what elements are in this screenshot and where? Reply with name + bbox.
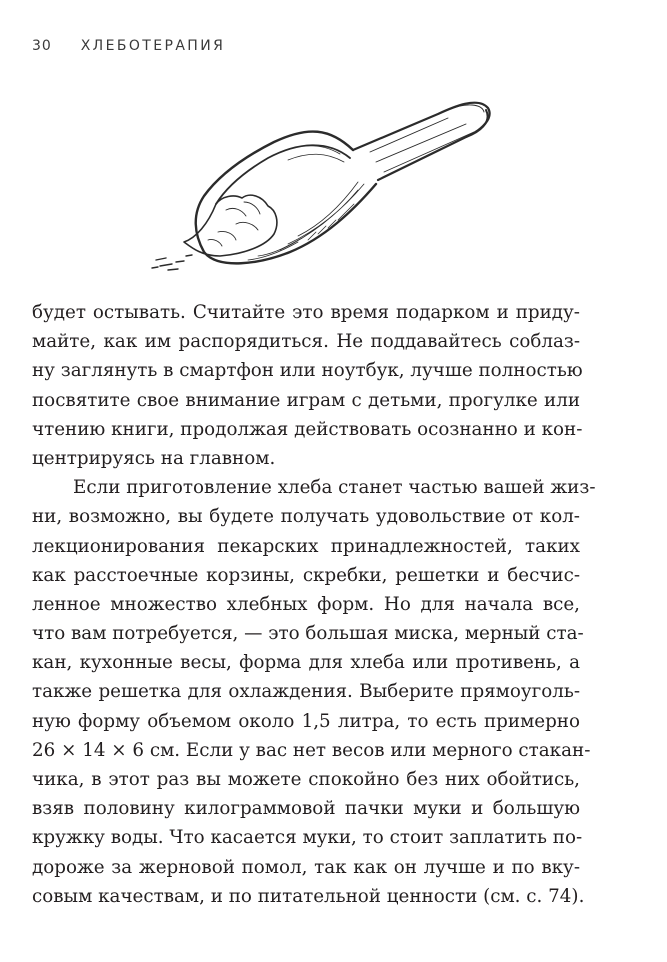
text-line: дороже за жерновой помол, так как он лучше и по вку- — [32, 856, 580, 878]
text-line: ную форму объемом около 1,5 литра, то есть примерно — [32, 710, 580, 732]
text-line: 26 × 14 × 6 см. Если у вас нет весов или мерного стакан- — [32, 739, 591, 761]
text-line: Если приготовление хлеба станет частью вашей жиз- — [73, 477, 596, 499]
text-line: кан, кухонные весы, форма для хлеба или противень, а — [32, 652, 580, 674]
paragraph — [32, 473, 596, 911]
text-line: ленное множество хлебных форм. Но для начала все, — [32, 593, 580, 615]
text-line: центрируясь на главном. — [32, 447, 276, 469]
running-head — [32, 38, 225, 54]
scoop-flour-texture — [208, 202, 260, 246]
scoop-handle-grain — [370, 105, 484, 172]
scoop-shadow — [308, 204, 354, 240]
scoop-bowl-rim — [216, 145, 350, 204]
text-line: лекционирования пекарских принадлежностей, таких — [32, 535, 580, 557]
text-line: совым качествам, и по питательной ценности (см. с. 74). — [32, 885, 585, 907]
text-line: как расстоечные корзины, скребки, решетки и бесчис- — [32, 564, 580, 586]
scoop-bowl-outer — [196, 132, 376, 264]
text-line: что вам потребуется, — это большая миска, мерный ста- — [32, 623, 584, 645]
scoop-handle — [353, 103, 490, 180]
text-line: чика, в этот раз вы можете спокойно без них обойтись, — [32, 769, 580, 790]
body-text — [32, 298, 596, 911]
scoop-flour — [184, 195, 277, 256]
text-line: ни, возможно, вы будете получать удовольствие от кол- — [32, 506, 580, 528]
text-line: чтению книги, продолжая действовать осознанно и кон- — [32, 418, 583, 440]
text-line: кружку воды. Что касается муки, то стоит заплатить по- — [32, 827, 583, 849]
chapter-title: ХЛЕБОТЕРАПИЯ — [80, 38, 226, 54]
text-line: майте, как им распорядиться. Не поддавайтесь соблаз- — [32, 331, 580, 353]
page-number: 30 — [32, 38, 52, 54]
text-line: взяв половину килограммовой пачки муки и большую — [32, 798, 580, 820]
text-line: также решетка для охлаждения. Выберите прямоуголь- — [32, 681, 580, 703]
text-line: посвятите свое внимание играм с детьми, прогулке или — [32, 389, 580, 411]
paragraph — [32, 298, 583, 473]
wooden-flour-scoop-icon — [148, 84, 494, 284]
text-line: будет остывать. Считайте это время подарком и приду- — [32, 302, 580, 323]
scoop-handle-end — [466, 110, 488, 137]
spilled-flour — [152, 255, 192, 270]
text-line: ну заглянуть в смартфон или ноутбук, лучше полностью — [32, 360, 583, 382]
